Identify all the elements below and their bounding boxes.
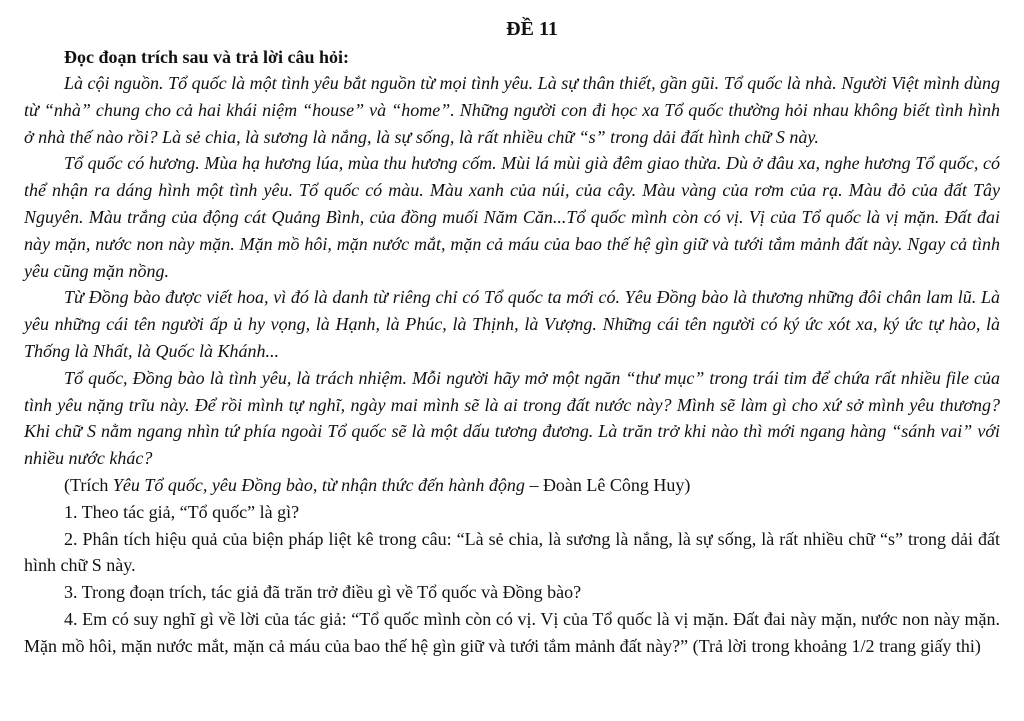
question-item: 2. Phân tích hiệu quả của biện pháp liệt kê trong câu: “Là sẻ chia, là sương là nắng, là sự sống, là rất nhiều chữ “s” trong dải đất hình chữ S này. <box>24 528 1000 576</box>
passage-source <box>24 472 1000 499</box>
exam-instruction: Đọc đoạn trích sau và trả lời câu hỏi: <box>64 47 349 67</box>
question-item: 4. Em có suy nghĩ gì về lời của tác giả: “Tổ quốc mình còn có vị. Vị của Tổ quốc là vị mặn. Đất đai này mặn, nước non này mặn. Mặn mồ hôi, mặn nước mắt, mặn cả máu của bao thế hệ gìn giữ và tưới tắm mảnh đất này?” (Trả lời trong khoảng 1/2 trang giấy thi) <box>24 608 1000 656</box>
passage-paragraph: Tổ quốc, Đồng bào là tình yêu, là trách nhiệm. Mỗi người hãy mở một ngăn “thư mục” trong trái tim để chứa rất nhiều file của tình yêu nặng trĩu này. Để rồi mình tự nghĩ, ngày mai mình sẽ là ai trong đất nước này? Mình sẽ làm gì cho xứ sở mình yêu thương? Khi chữ S nằm ngang nhìn tứ phía ngoài Tổ quốc sẽ là một dấu tương đương. Là trăn trở khi nào thì mới ngang hàng “sánh vai” với nhiều nước khác? <box>24 367 1000 469</box>
question-item: 3. Trong đoạn trích, tác giả đã trăn trở điều gì về Tổ quốc và Đồng bào? <box>64 582 582 603</box>
passage-paragraph: Tổ quốc có hương. Mùa hạ hương lúa, mùa thu hương cốm. Mùi lá mùi già đêm giao thừa. Dù ở đâu xa, nghe hương Tổ quốc, có thể nhận ra dáng hình một tình yêu. Tổ quốc có màu. Màu xanh của núi, của cây. Màu vàng của rơm của rạ. Màu đỏ của đất Tây Nguyên. Màu trắng của động cát Quảng Bình, của đồng muối Năm Căn...Tổ quốc mình còn có vị. Vị của Tổ quốc là vị mặn. Đất đai này mặn, nước non này mặn. Mặn mồ hôi, mặn nước mắt, mặn cả máu của bao thế hệ gìn giữ và tưới tắm mảnh đất này. Ngay cả tình yêu cũng mặn nồng. <box>24 153 1000 281</box>
question-item: 1. Theo tác giả, “Tổ quốc” là gì? <box>64 501 300 522</box>
exam-title: ĐỀ 11 <box>506 18 558 40</box>
reading-passage <box>24 70 1000 472</box>
source-work-title: Yêu Tổ quốc, yêu Đồng bào, từ nhận thức đến hành động <box>112 474 525 495</box>
source-prefix: (Trích <box>64 474 113 495</box>
passage-paragraph: Là cội nguồn. Tổ quốc là một tình yêu bắt nguồn từ mọi tình yêu. Là sự thân thiết, gần gũi. Tổ quốc là nhà. Người Việt mình dùng từ “nhà” chung cho cả hai khái niệm “house” và “home”. Những người con đi học xa Tổ quốc thường hỏi nhau không biết tình hình ở nhà thế nào rồi? Là sẻ chia, là sương là nắng, là sự sống, là rất nhiều chữ “s” trong dải đất hình chữ S này. <box>24 73 1000 147</box>
question-list <box>24 499 1000 660</box>
source-suffix: – Đoàn Lê Công Huy) <box>524 474 691 495</box>
passage-paragraph: Từ Đồng bào được viết hoa, vì đó là danh từ riêng chỉ có Tổ quốc ta mới có. Yêu Đồng bào là thương những đôi chân lam lũ. Là yêu những cái tên người ấp ủ hy vọng, là Hạnh, là Phúc, là Thịnh, là Vượng. Những cái tên người có ký ức xót xa, ký ức tự hào, là Thống là Nhất, là Quốc là Khánh... <box>24 287 1000 361</box>
